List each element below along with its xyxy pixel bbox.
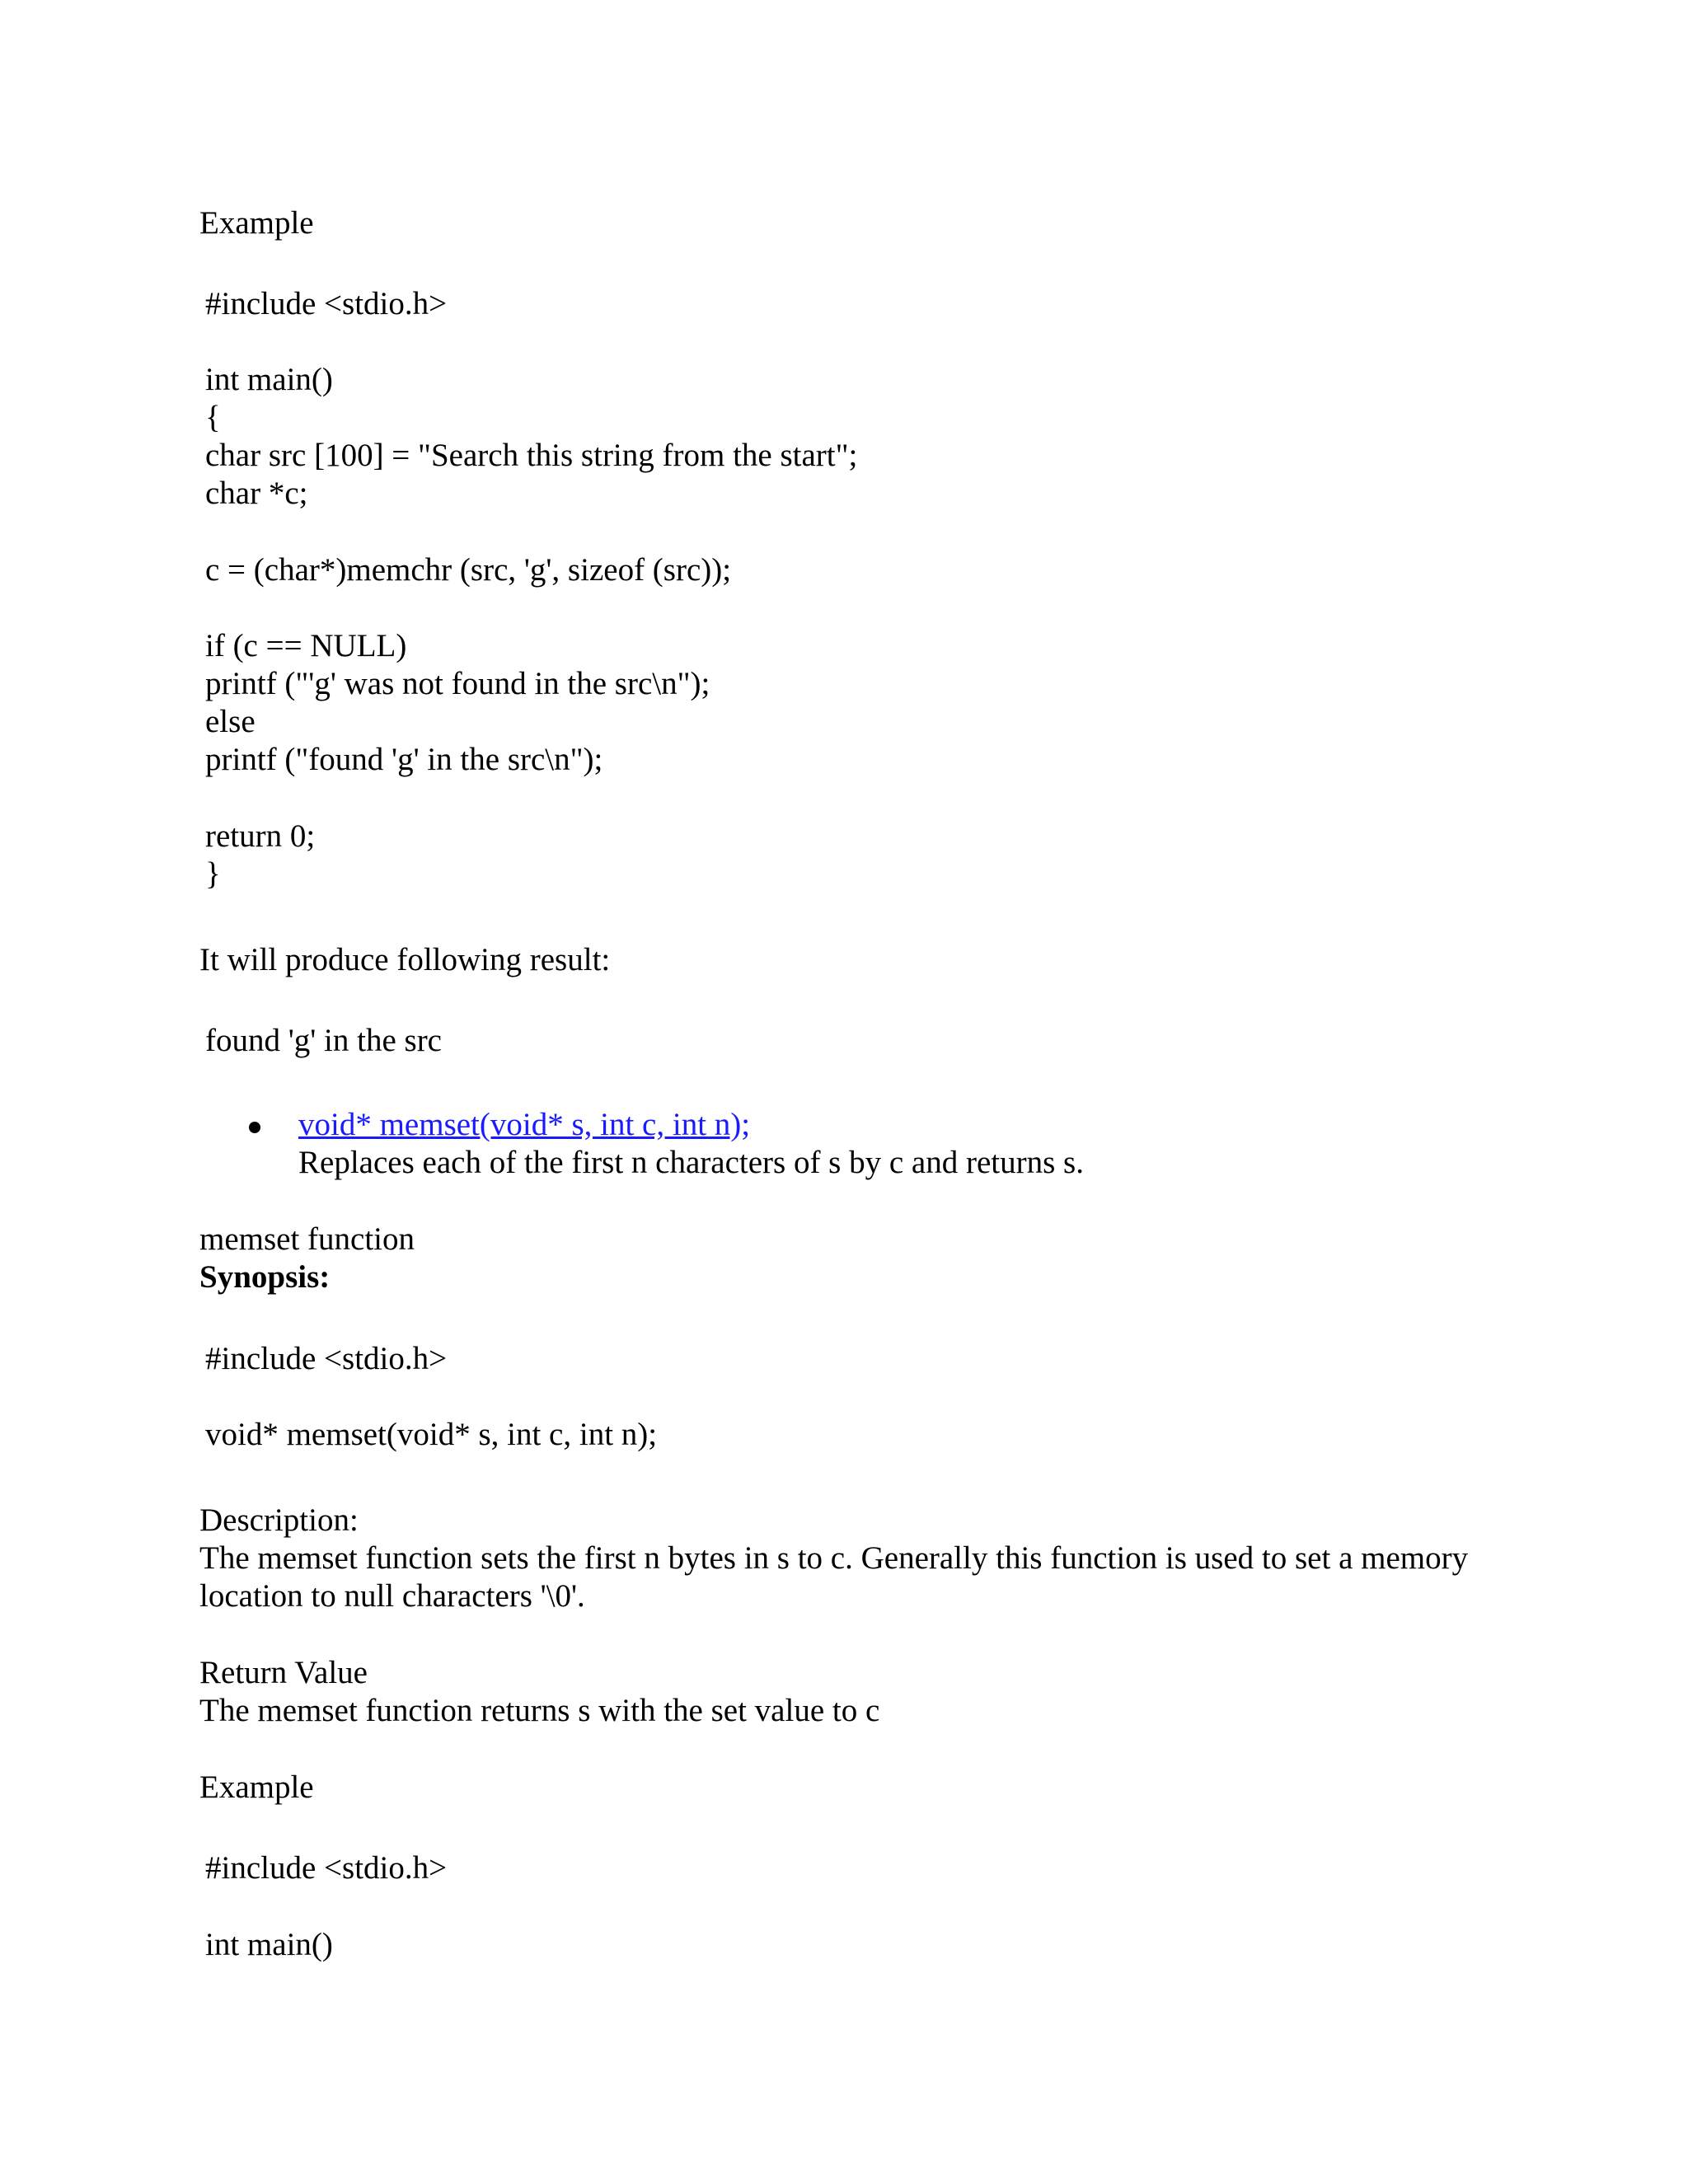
code-line: if (c == NULL) [205, 628, 407, 663]
code-line: #include <stdio.h> [205, 1850, 448, 1886]
memset-summary: Replaces each of the first n characters of s by c and returns s. [298, 1145, 1084, 1180]
description-text: The memset function sets the first n bytes in s to c. Generally this function is used to set a memory location to null characters '\0'. [199, 1540, 1469, 1614]
description-label: Description: [199, 1502, 359, 1538]
return-text: The memset function returns s with the set value to c [199, 1693, 880, 1728]
code-line: return 0; [205, 818, 316, 854]
code-line: } [205, 856, 221, 892]
memset-link[interactable]: void* memset(void* s, int c, int n); [298, 1107, 751, 1142]
section-title: memset function [199, 1221, 415, 1257]
code-line: char *c; [205, 476, 308, 511]
code-line: int main() [205, 1927, 333, 1962]
synopsis-signature: void* memset(void* s, int c, int n); [205, 1417, 658, 1452]
synopsis-include: #include <stdio.h> [205, 1341, 448, 1376]
example-heading: Example [199, 1769, 314, 1805]
code-line: { [205, 400, 221, 435]
bullet-icon [249, 1122, 260, 1133]
code-line: printf ("'g' was not found in the src\n"); [205, 666, 710, 701]
code-line: int main() [205, 362, 333, 397]
code-line: char src [100] = "Search this string from the start"; [205, 438, 858, 473]
code-line: #include <stdio.h> [205, 286, 448, 321]
code-line: else [205, 704, 256, 739]
synopsis-label: Synopsis: [199, 1259, 331, 1295]
result-output: found 'g' in the src [205, 1023, 442, 1058]
return-label: Return Value [199, 1655, 368, 1690]
code-line: printf ("found 'g' in the src\n"); [205, 742, 603, 777]
result-intro: It will produce following result: [199, 942, 611, 977]
example-heading: Example [199, 205, 314, 241]
code-line: c = (char*)memchr (src, 'g', sizeof (src)); [205, 552, 732, 588]
